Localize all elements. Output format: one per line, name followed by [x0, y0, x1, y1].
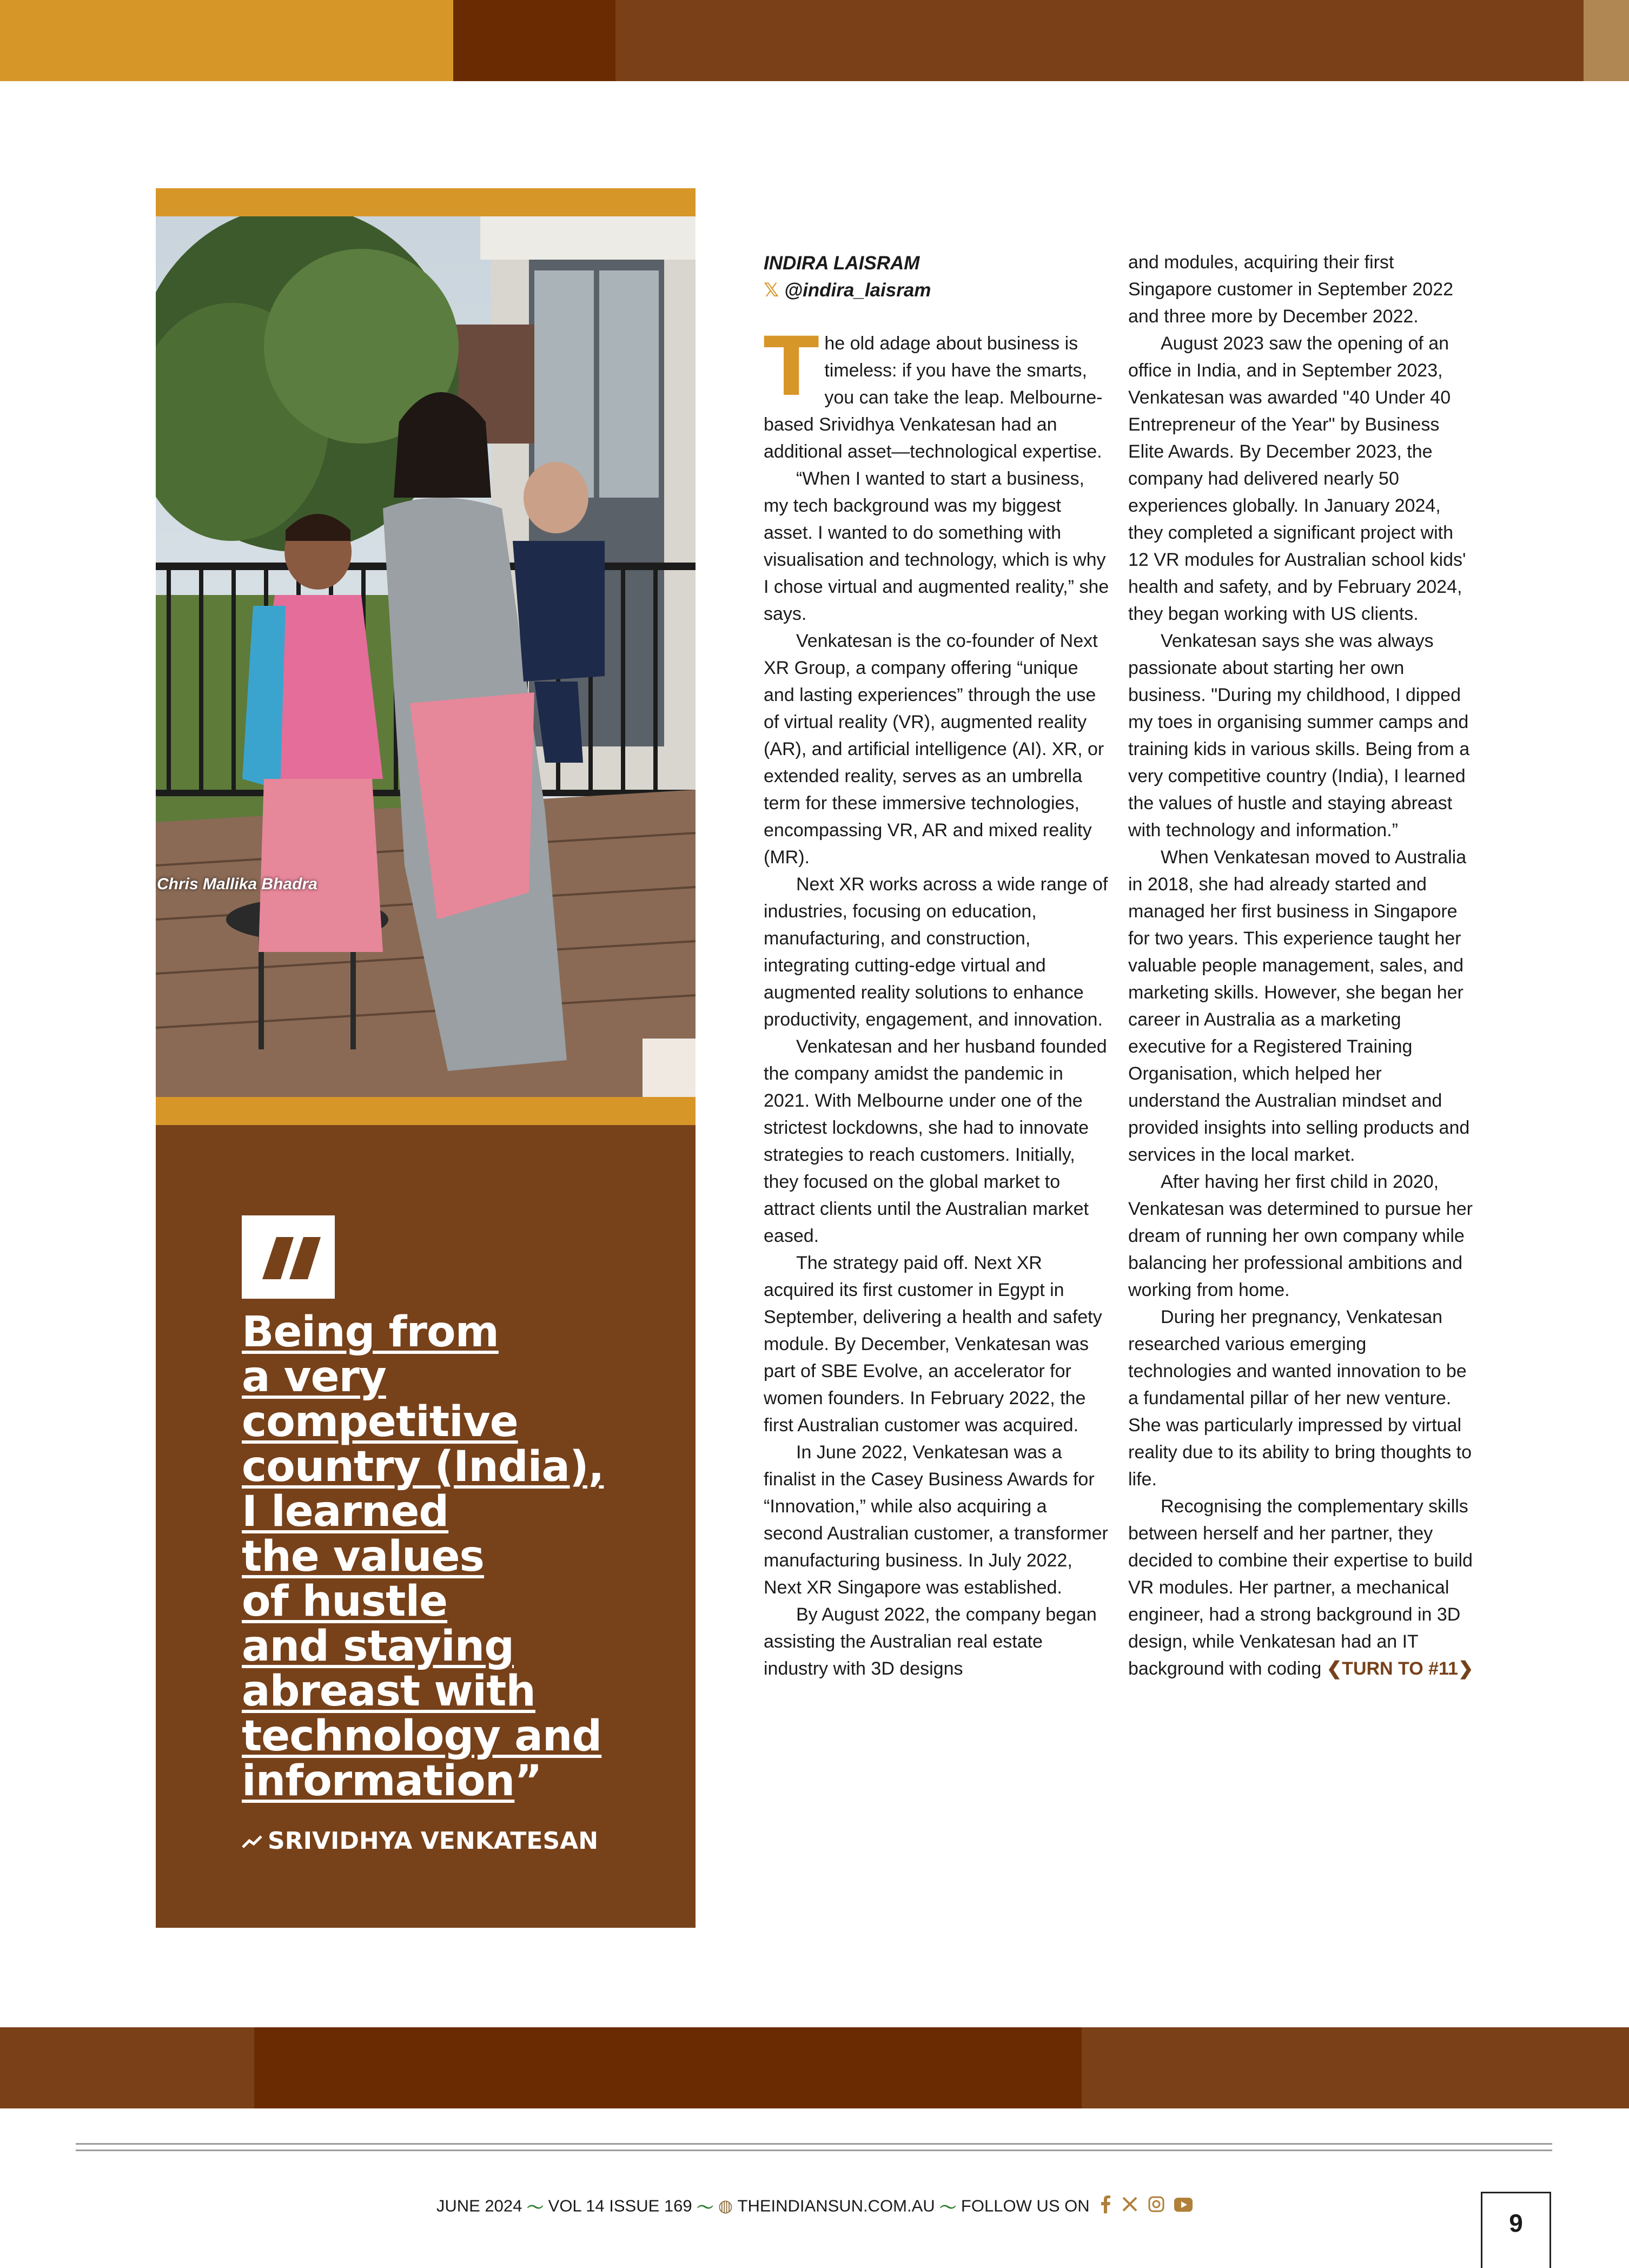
- top-band-gold: [0, 0, 453, 81]
- article-column-2: [1128, 249, 1474, 1682]
- paragraph: By August 2022, the company began assisting the Australian real estate industry with 3D designs: [764, 1604, 1097, 1679]
- globe-icon: ◍: [718, 2196, 733, 2216]
- article-column-1: [764, 320, 1110, 1682]
- article-author: INDIRA LAISRAM: [764, 253, 920, 274]
- family-photo: [156, 216, 696, 1097]
- bottom-band-brown-right: [1082, 2027, 1629, 2108]
- quote-author: [242, 1827, 598, 1856]
- footer-issue: VOL 14 ISSUE 169: [548, 2196, 692, 2216]
- facebook-icon[interactable]: [1100, 2195, 1111, 2218]
- quote-line: a very: [242, 1353, 386, 1401]
- quote-line: abreast with: [242, 1667, 535, 1716]
- youtube-icon[interactable]: [1174, 2197, 1193, 2216]
- turn-to-link[interactable]: ❮TURN TO #11❯: [1326, 1658, 1474, 1679]
- quote-line: I learned: [242, 1487, 449, 1536]
- quote-line: country (India),: [242, 1443, 604, 1491]
- paragraph: When Venkatesan moved to Australia in 2018, she had already started and managed her first business in Singapore for two years. This experience taught her valuable people management, sales, and marketing skills. However, she began her career in Australia as a marketing executive for a Registered Training Organisation, which helped her understand the Australian mindset and provided insights into selling products and services in the local market.: [1128, 847, 1470, 1165]
- quote-line: technology and: [242, 1712, 602, 1761]
- separator-icon: 〜: [697, 2198, 714, 2217]
- pull-quote-text: [242, 1310, 674, 1804]
- x-icon[interactable]: [1122, 2196, 1138, 2217]
- paragraph: Venkatesan and her husband founded the company amidst the pandemic in 2021. With Melbourne under one of the strictest lockdowns, she had to innovate strategies to reach customers. Initially, they focused on the global market to attract clients until the Australian market eased.: [764, 1036, 1107, 1246]
- paragraph: Venkatesan is the co-founder of Next XR Group, a company offering “unique and lasting experiences” through the use of virtual reality (VR), augmented reality (AR), and artificial intelligence (AI). XR, or extended reality, serves as an umbrella term for these immersive technologies, encompassing VR, AR and mixed reality (MR).: [764, 631, 1104, 868]
- quote-line: competitive: [242, 1398, 518, 1446]
- paragraph: Venkatesan says she was always passionate about starting her own business. "During my childhood, I dipped my toes in organising summer camps and training kids in various skills. Being from a very competitive country (India), I learned the values of hustle and staying abreast with technology and information.”: [1128, 631, 1470, 841]
- bottom-band-brown-left: [0, 2027, 254, 2108]
- author-handle[interactable]: [764, 277, 931, 304]
- paragraph: Recognising the complementary skills between herself and her partner, they decided to combine their expertise to build VR modules. Her partner, a mechanical engineer, had a strong background in 3D design, while Venkatesan had an IT background with coding ❮TURN TO #11❯: [1128, 1496, 1474, 1679]
- top-band-dark-brown: [453, 0, 615, 81]
- author-handle-text: @indira_laisram: [784, 280, 931, 301]
- paragraph: and modules, acquiring their first Singapore customer in September 2022 and three more by December 2022.: [1128, 252, 1454, 327]
- page-number: 9: [1481, 2192, 1551, 2268]
- footer-follow: FOLLOW US ON: [961, 2196, 1090, 2216]
- instagram-icon[interactable]: [1148, 2196, 1164, 2217]
- footer-info: [0, 2194, 1629, 2218]
- top-band-brown: [615, 0, 1584, 81]
- footer-website[interactable]: THEINDIANSUN.COM.AU: [737, 2196, 935, 2216]
- quote-line: the values: [242, 1532, 484, 1581]
- paragraph: In June 2022, Venkatesan was a finalist in the Casey Business Awards for “Innovation,” while also acquiring a second Australian customer, a transformer manufacturing business. In July 2022, Next XR Singapore was established.: [764, 1442, 1108, 1598]
- separator-icon: 〜: [527, 2198, 544, 2217]
- bottom-band-dark-brown: [254, 2027, 1082, 2108]
- paragraph: “When I wanted to start a business, my tech background was my biggest asset. I wanted to do something with visualisation and technology, which is why I chose virtual and augmented reality,” she says.: [764, 468, 1109, 624]
- quote-line: Being from: [242, 1308, 499, 1357]
- paragraph: During her pregnancy, Venkatesan researched various emerging technologies and wanted innovation to be a fundamental pillar of her new venture. She was particularly impressed by virtual reality due to its ability to bring thoughts to life.: [1128, 1307, 1472, 1490]
- paragraph: The old adage about business is timeless: if you have the smarts, you can take the leap. Melbourne-based Srividhya Venkatesan had an additional asset—technological expertise.: [764, 320, 1103, 462]
- quote-line: of hustle: [242, 1577, 448, 1626]
- paragraph: Next XR works across a wide range of industries, focusing on education, manufacturing, and construction, integrating cutting-edge virtual and augmented reality solutions to enhance productivity, engagement, and innovation.: [764, 874, 1108, 1030]
- quote-line: and staying: [242, 1622, 514, 1671]
- drop-cap: T: [764, 320, 819, 414]
- paragraph: The strategy paid off. Next XR acquired its first customer in Egypt in September, delivering a health and safety module. By December, Venkatesan was part of SBE Evolve, an accelerator for women founders. In February 2022, the first Australian customer was acquired.: [764, 1253, 1102, 1436]
- quote-line: information: [242, 1757, 515, 1806]
- quote-author-name: SRIVIDHYA VENKATESAN: [268, 1827, 599, 1855]
- top-band-tan: [1584, 0, 1629, 81]
- separator-icon: 〜: [939, 2198, 957, 2217]
- quote-mark-icon: [242, 1215, 335, 1299]
- paragraph: August 2023 saw the opening of an office in India, and in September 2023, Venkatesan was awarded "40 Under 40 Entrepreneur of the Year" by Business Elite Awards. By December 2023, the company had delivered nearly 50 experiences globally. In January 2024, they completed a significant project with 12 VR modules for Australian school kids' health and safety, and by February 2024, they began working with US clients.: [1128, 333, 1466, 624]
- photo-credit: Chris Mallika Bhadra: [157, 875, 317, 893]
- footer-rule-bottom: [76, 2150, 1552, 2151]
- x-icon: 𝕏: [764, 280, 779, 301]
- footer-date: JUNE 2024: [436, 2196, 522, 2216]
- closing-quote-mark: ”: [514, 1757, 542, 1806]
- paragraph: After having her first child in 2020, Venkatesan was determined to pursue her dream of running her own company while balancing her professional ambitions and working from home.: [1128, 1172, 1473, 1300]
- footer-rule-top: [76, 2143, 1552, 2145]
- signature-arrow-icon: [242, 1829, 263, 1856]
